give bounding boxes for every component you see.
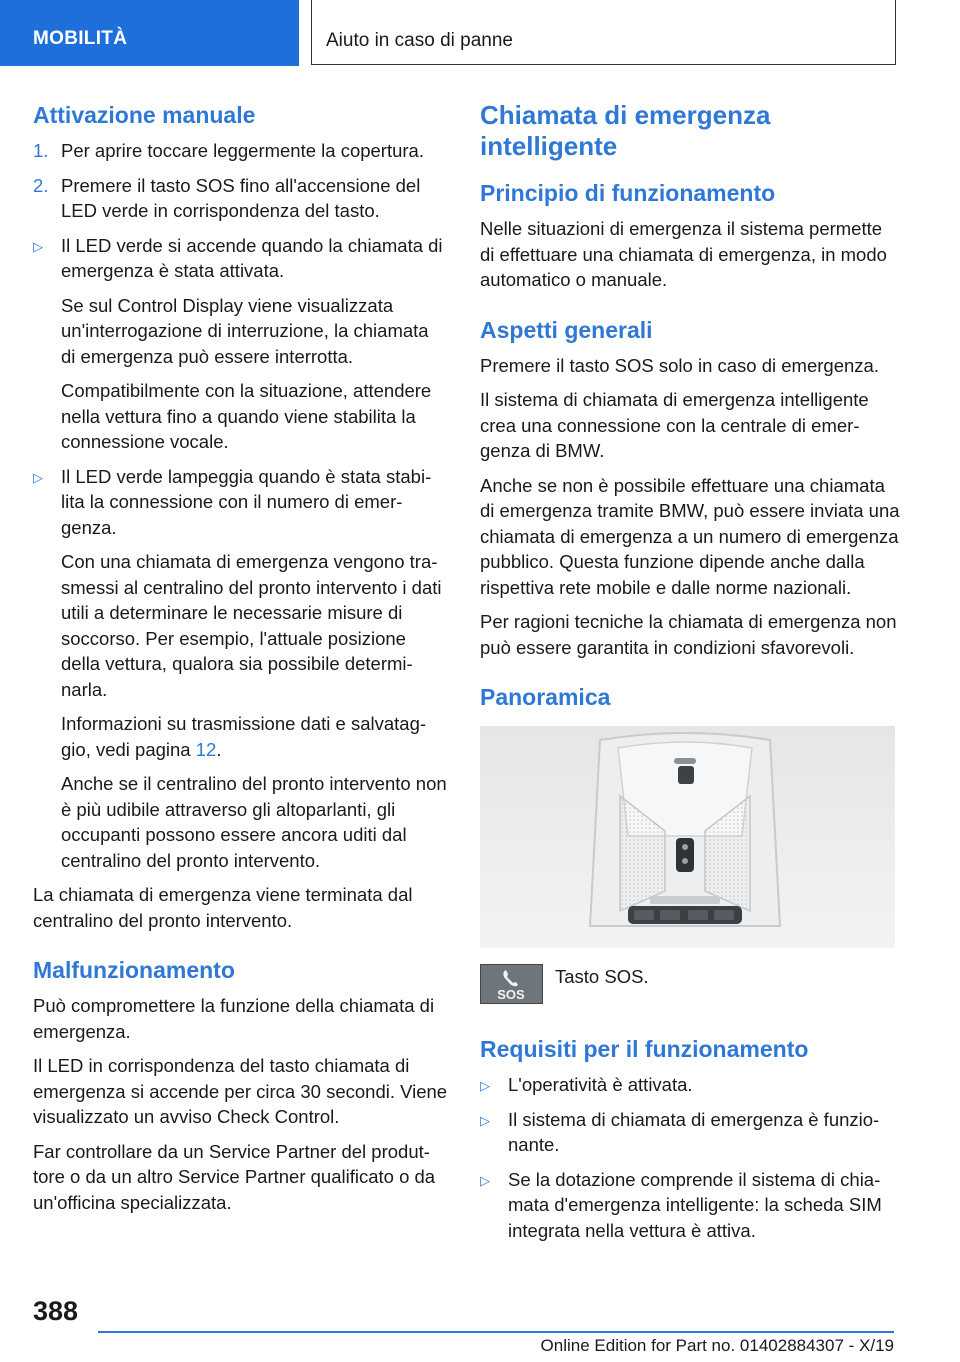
triangle-bullet-icon: ▷ bbox=[33, 469, 43, 485]
step-number: 1. bbox=[33, 140, 49, 161]
paragraph: Far controllare da un Service Partner del produttore o da un altro Service Partner qualificato o da un'officina specializzata. bbox=[33, 1140, 436, 1213]
footer-edition: Online Edition for Part no. 01402884307 - X/19 bbox=[540, 1336, 894, 1355]
roof-console-photo bbox=[480, 726, 895, 948]
paragraph: La chiamata di emergenza viene terminata dal centralino del pronto intervento. bbox=[33, 884, 413, 931]
paragraph: Anche se non è possibile effettuare una chiamata di emergenza tramite BMW, può essere inviata una chiamata di emergenza a un numero di emergenza pubblico. Questa funzione dipende anche dalla rispettiva rete mobile e dalle norme nazionali. bbox=[480, 474, 900, 598]
bullet-text: Il LED verde si accende quando la chiamata di emergenza è stata attivata. bbox=[61, 234, 443, 281]
step-number: 2. bbox=[33, 174, 49, 196]
bullet-led-on bbox=[33, 233, 448, 284]
general-heading: Aspetti generali bbox=[480, 316, 653, 343]
step-1 bbox=[33, 138, 448, 164]
right-column bbox=[480, 100, 900, 1252]
requirement-item bbox=[480, 1167, 900, 1244]
paragraph: Il LED in corrispondenza del tasto chiamata di emergenza si accende per circa 30 secondi. Viene visualizzato un avviso Check Control. bbox=[33, 1055, 448, 1127]
sub-text: Informazioni su trasmissione dati e salvataggio, vedi pagina bbox=[61, 713, 427, 760]
sub-paragraph: Compatibilmente con la situazione, attendere nella vettura fino a quando viene stabilita la connessione vocale. bbox=[61, 380, 432, 452]
paragraph: Per ragioni tecniche la chiamata di emergenza non può essere garantita in condizioni sfavorevoli. bbox=[480, 611, 897, 658]
requirement-text: L'operatività è attivata. bbox=[508, 1074, 693, 1095]
requirement-item bbox=[480, 1107, 900, 1158]
sub-paragraph: Se sul Control Display viene visualizzata un'interrogazione di interruzione, la chiamata di emergenza può essere interrotta. bbox=[61, 294, 429, 367]
paragraph: Premere il tasto SOS solo in caso di emergenza. bbox=[480, 354, 879, 376]
requirement-text: Se la dotazione comprende il sistema di chiamata d'emergenza intelligente: la scheda SIM integrata nella vettura è attiva. bbox=[508, 1168, 882, 1241]
triangle-bullet-icon: ▷ bbox=[480, 1172, 490, 1188]
sos-caption: Tasto SOS. bbox=[555, 966, 649, 987]
header-chapter-box bbox=[311, 0, 896, 65]
bullet-text: Il LED verde lampeggia quando è stata stabilita la connessione con il numero di emergenza. bbox=[61, 465, 432, 538]
footer-divider bbox=[98, 1331, 894, 1333]
left-column bbox=[33, 100, 448, 1224]
manual-activation-heading: Attivazione manuale bbox=[33, 102, 256, 128]
step-text: Premere il tasto SOS fino all'accensione del LED verde in corrispondenza del tasto. bbox=[61, 174, 421, 221]
triangle-bullet-icon: ▷ bbox=[480, 1112, 490, 1128]
requirements-heading: Requisiti per il funzionamento bbox=[480, 1036, 809, 1062]
overview-heading: Panoramica bbox=[480, 684, 611, 710]
sub-paragraph: Con una chiamata di emergenza vengono trasmessi al centralino del pronto intervento i dati utili a determinare le necessarie misure di soccorso. Per esempio, l'attuale posizione della vettura, qualora sia possibile determinarla. bbox=[61, 551, 442, 700]
requirement-item bbox=[480, 1072, 900, 1098]
paragraph: Può compromettere la funzione della chiamata di emergenza. bbox=[33, 995, 435, 1042]
paragraph: Nelle situazioni di emergenza il sistema permette di effettuare una chiamata di emergenza, in modo automatico o manuale. bbox=[480, 218, 887, 290]
step-text: Per aprire toccare leggermente la copertura. bbox=[61, 140, 424, 161]
header-section-tab bbox=[0, 0, 299, 66]
step-2 bbox=[33, 173, 448, 224]
chapter-title: Aiuto in caso di panne bbox=[326, 30, 513, 51]
bullet-led-blink bbox=[33, 464, 448, 541]
sos-button-icon bbox=[480, 964, 543, 1004]
sub-paragraph-with-link bbox=[33, 711, 448, 762]
sos-button-legend bbox=[480, 964, 900, 1034]
section-title: MOBILITÀ bbox=[33, 28, 128, 49]
triangle-bullet-icon: ▷ bbox=[33, 238, 43, 254]
page-reference-link[interactable]: 12 bbox=[195, 738, 217, 760]
main-heading: Chiamata di emergenza intelligente bbox=[480, 100, 771, 161]
paragraph: Il sistema di chiamata di emergenza intelligente crea una connessione con la centrale di emergenza di BMW. bbox=[480, 389, 869, 461]
sub-paragraph: Anche se il centralino del pronto intervento non è più udibile attraverso gli altoparlanti, gli occupanti possono essere ancora uditi dal centralino del pronto intervento. bbox=[61, 773, 447, 871]
page-number: 388 bbox=[33, 1296, 79, 1326]
malfunction-heading: Malfunzionamento bbox=[33, 957, 235, 983]
sub-text-end: . bbox=[216, 738, 222, 760]
requirement-text: Il sistema di chiamata di emergenza è funzionante. bbox=[508, 1108, 880, 1155]
sos-icon-label: SOS bbox=[497, 987, 525, 1002]
triangle-bullet-icon: ▷ bbox=[480, 1078, 490, 1093]
principle-heading: Principio di funzionamento bbox=[480, 180, 776, 206]
